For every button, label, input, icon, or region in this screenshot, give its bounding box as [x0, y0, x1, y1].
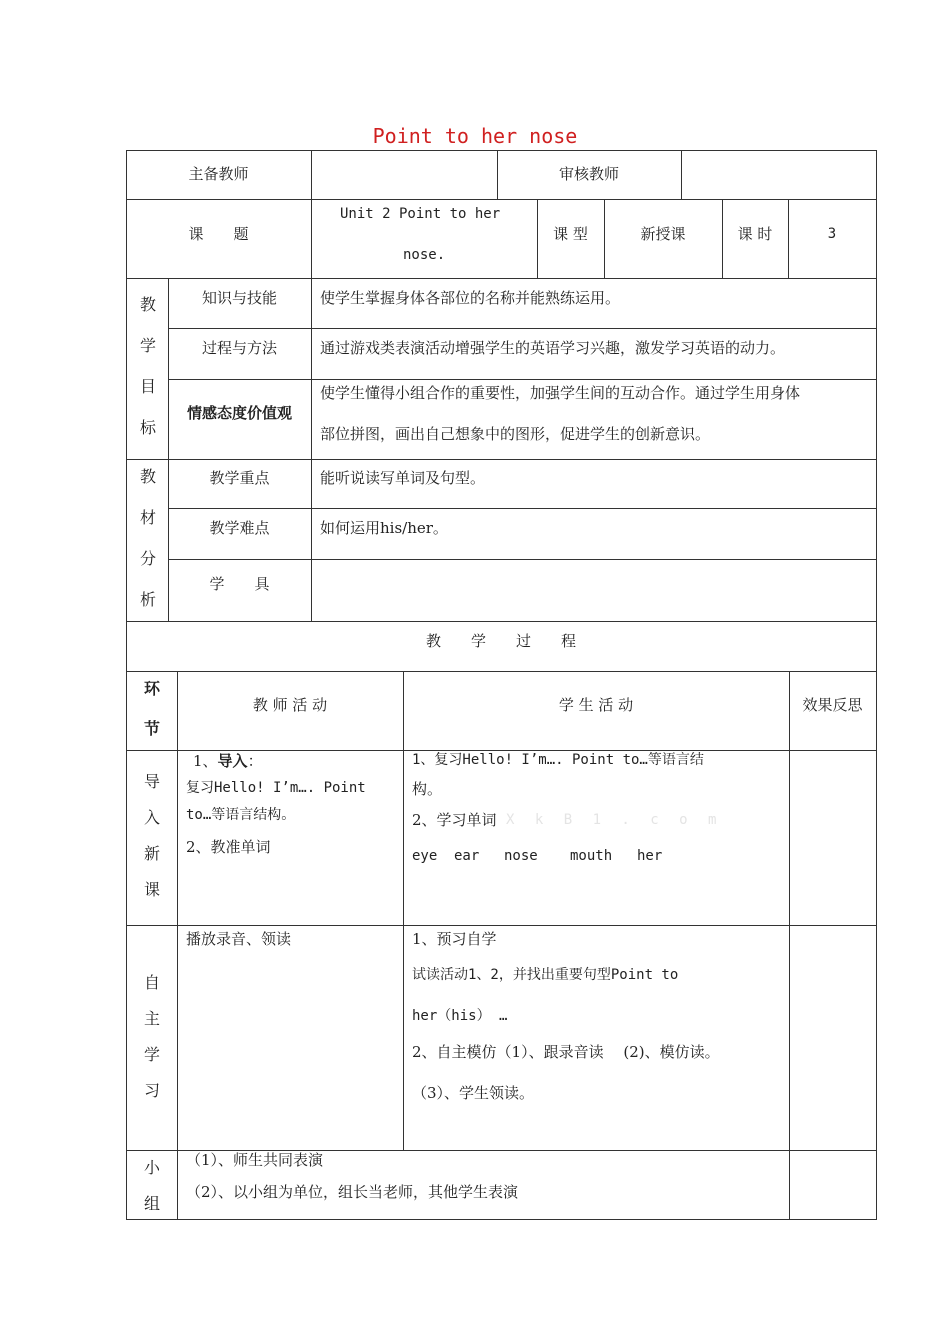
type-label: 课 型	[553, 225, 588, 243]
knowledge-label: 知识与技能	[201, 289, 277, 307]
self-study-student-line1: 1、预习自学	[412, 930, 497, 948]
word-item: her	[637, 848, 663, 864]
intro-student-line3: 2、学习单词	[412, 811, 497, 829]
tools-label: 学 具	[209, 575, 270, 593]
knowledge-text: 使学生掌握身体各部位的名称并能熟练运用。	[320, 289, 621, 307]
process-method-text: 通过游戏类表演活动增强学生的英语学习兴趣，激发学习英语的动力。	[320, 339, 786, 357]
intro-student-line1: 1、复习Hello! I’m…. Point to…等语言结	[412, 752, 704, 768]
self-study-teacher-line1: 播放录音、领读	[186, 930, 292, 948]
teacher-activity-header: 教 师 活 动	[252, 696, 328, 714]
reviewer-label: 审核教师	[558, 165, 619, 183]
word-item: mouth	[570, 848, 613, 864]
word-item: eye	[412, 848, 438, 864]
process-method-label: 过程与方法	[201, 339, 277, 357]
intro-teacher-line1: 1、导入：	[193, 752, 263, 770]
word-item: nose	[504, 848, 538, 864]
word-item: ear	[454, 848, 480, 864]
emotion-text-line1: 使学生懂得小组合作的重要性，加强学生间的互动合作。通过学生用身体	[320, 384, 801, 402]
student-activity-header: 学 生 活 动	[558, 696, 634, 714]
hours-value: 3	[827, 226, 837, 242]
document-title: Point to her nose	[372, 124, 578, 148]
intro-teacher-line2: 复习Hello! I’m…. Point	[186, 780, 366, 796]
difficulty-label: 教学难点	[209, 519, 270, 537]
hours-label: 课 时	[737, 225, 773, 243]
topic-label: 课 题	[188, 225, 249, 243]
group-line1: （1）、师生共同表演	[186, 1151, 324, 1169]
topic-value-line1: Unit 2 Point to her	[340, 206, 501, 222]
lead-teacher-label: 主备教师	[188, 165, 249, 183]
self-study-student-line5: （3）、学生领读。	[412, 1084, 535, 1102]
intro-student-line2: 构。	[412, 780, 443, 798]
difficulty-text: 如何运用his/her。	[320, 519, 448, 537]
topic-value-line2: nose.	[403, 247, 446, 263]
emotion-text-line2: 部位拼图，画出自己想象中的图形，促进学生的创新意识。	[320, 425, 711, 443]
self-study-student-line4: 2、自主模仿（1）、跟录音读 (2)、模仿读。	[412, 1043, 720, 1061]
emotion-label: 情感态度价值观	[186, 404, 292, 422]
process-title: 教 学 过 程	[425, 632, 576, 650]
self-study-student-line2: 试读活动1、2，并找出重要句型Point to	[412, 967, 679, 983]
key-points-label: 教学重点	[209, 469, 270, 487]
key-points-text: 能听说读写单词及句型。	[320, 469, 486, 487]
intro-teacher-line4: 2、教准单词	[186, 838, 271, 856]
intro-teacher-line3: to…等语言结构。	[186, 807, 296, 823]
type-value: 新授课	[640, 225, 686, 243]
self-study-student-line3: her（his） …	[412, 1008, 508, 1024]
watermark-text: X k B 1 . c o m	[506, 812, 723, 828]
feedback-header: 效果反思	[802, 696, 863, 714]
group-line2: （2）、以小组为单位，组长当老师，其他学生表演	[186, 1183, 519, 1201]
